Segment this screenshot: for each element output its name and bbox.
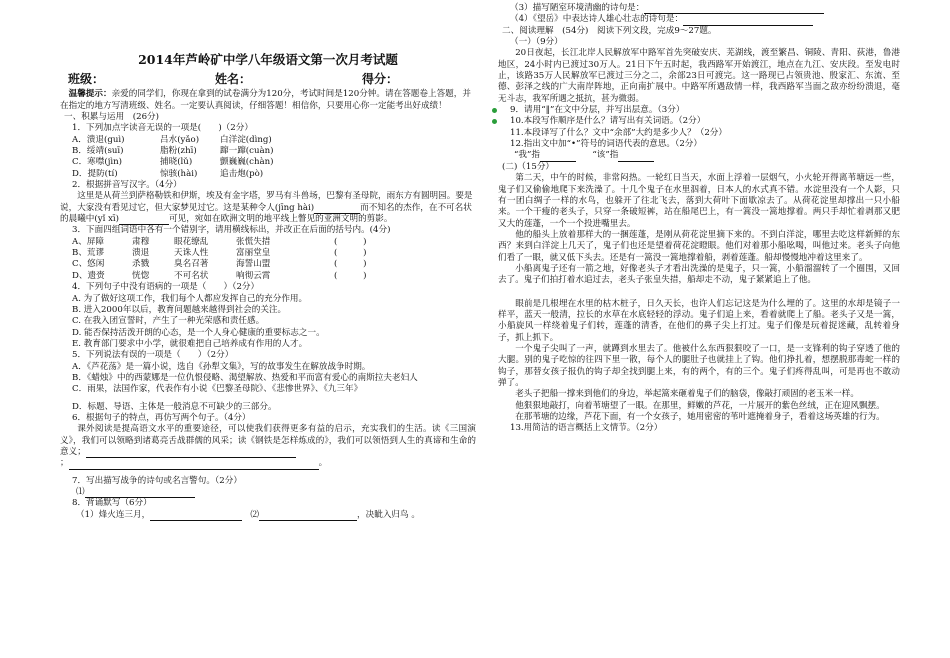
question-12-answers: “我”指 “该”指 (498, 150, 900, 161)
answer-blank[interactable] (86, 448, 296, 458)
score-label: 得分： (361, 71, 398, 86)
answer-blank[interactable] (85, 488, 195, 498)
question-2: 2．根据拼音写汉字。（4分） (72, 180, 182, 191)
question-11: 11.本段译写了什么？文中“余部”大约是多少人？（2分） (510, 127, 727, 138)
passage-1: 20日夜起，长江北岸人民解放军中路军首先突破安庆、芜湖线，渡至繁昌、铜陵、青阳、荻港，鲁港地区，24小时内已渡过30万人。21日下午五时起，我西路军开始渡江，地点在九江、安庆段。至发电时止，该路35万人民解放军已渡过三分之二，余部23日可渡完。这一路现已占领贵池、殷家汇、东流、至德、彭泽之线的广大南岸阵地，正向南扩展中。中路军所遇敌情一样，我西路军当面之敌亦纷纷溃退，毫无斗志，我军所遇之抵抗，甚为微弱。 (498, 48, 900, 104)
bullet-dot-icon (492, 119, 497, 124)
question-4: 4．下列句子中没有语病的一项是（ ）（2分） (72, 282, 260, 293)
answer-blank[interactable] (69, 460, 319, 470)
q3-row-b: B、荒谬 溃退 天诛人性 富丽堂皇 ( ) (72, 248, 367, 259)
q5-option-d: D．标题、导语、主体是一般消息不可缺少的三部分。 (72, 401, 277, 412)
q3-row-d: D、遗赍 恍惚 不可名状 响彻云霄 ( ) (72, 270, 367, 281)
passage-2-para-6: 老头子把船一撑来到他们的身边，举起篙来砸着鬼子们的脑袋，像敲打顽固的老玉米一样。 (515, 389, 859, 400)
question-8-line: （1）烽火连三月， ⑵ ，决眦入归鸟 。 (76, 509, 420, 520)
question-13: 13.用简洁的语言概括上文情节。（2分） (510, 423, 663, 434)
question-6-line2: ； 。 (60, 458, 328, 469)
section-1-heading: 一、积累与运用 (26分) (64, 112, 159, 123)
question-1: 1．下列加点字读音无误的一项是( )（2分） (72, 123, 253, 134)
answer-blank[interactable] (683, 16, 813, 26)
question-3-rows (60, 237, 476, 282)
question-5-options (60, 362, 476, 413)
question-12: 12.指出文中加“•”符号的词语代表的意思。（2分） (510, 139, 702, 150)
q4-option-c: C. 在我入团宣誓时，产生了一种光荣感和责任感。 (72, 316, 265, 327)
passage-2-para-7: 他狠狠地敲打，向着苇塘望了一眼。在那里，鲜嫩的芦花，一片展开的紫色丝绒，正在迎风飘摆。 (515, 400, 885, 411)
part-1-heading: （一）（9分） (510, 37, 563, 48)
tip-label: 温馨提示： (68, 89, 112, 100)
passage-2-para-3: 小船离鬼子还有一箭之地，好像老头子才看出洗澡的是鬼子，只一篙，小船溜溜转了一个圈围，又回去了。鬼子们拍打着水追过去，老头子张皇失措，船却走不动，鬼子紧紧追上了他。 (498, 263, 900, 286)
question-10: 10.本段写作顺序是什么？请写出有关词语。（2分） (498, 116, 900, 127)
passage-2-para-8: 在那苇塘的边缘，芦花下面，有一个女孩子，她用密密的苇叶遮掩着身子，看着这场英雄的行为。 (515, 412, 885, 423)
answer-blank[interactable] (618, 152, 654, 162)
q5-option-c: C．雨果，法国作家，代表作有小说《巴黎圣母院》、《悲惨世界》、《九三年》 (72, 384, 363, 395)
warm-tip (60, 89, 476, 112)
q4-option-d: D. 能否保持活泼开朗的心态，是一个人身心健康的重要标志之一。 (72, 327, 325, 338)
answer-blank[interactable] (150, 511, 242, 521)
q1-option-a: A．溃退(guì) 吕水(yǎo) 白洋淀(dìng) (72, 134, 272, 145)
q5-option-a: A．《芦花荡》是一篇小说，选自《孙犁文集》，写的故事发生在解放战争时期。 (72, 361, 371, 372)
question-3: 3．下面四组词语中各有一个错别字，请用横线标出，并改正在后面的括号内。(4分) (72, 225, 391, 236)
question-2-text: 这里是从荷兰到萨格勒铁和伊斯，埃及有金字塔，罗马有斗兽场，巴黎有圣母院，雨东方有圆明园。要是说，大家没有看见过它，但大家梦见过它。这是某种令人(jīng hài) 而不知名的杰作，在不可名状的晨曦中(yǐ xī) 可见，宛如在欧洲文明的地平线上瞥见的亚洲文明的剪影。 (60, 191, 473, 225)
question-1-options (60, 135, 476, 180)
name-label: 姓名： (214, 71, 251, 86)
right-column (498, 3, 900, 435)
section-2-heading: 二、阅读理解 (54分) 阅读下列文段，完成9～27题。 (502, 25, 717, 36)
q1-option-b: B．绥靖(suī) 脂粉(zhī) 蹿一蹿(cuàn) (72, 146, 274, 157)
q5-option-b: B．《蜡烛》中的西蒙娜是一位仇恨侵略、渴望解放、热爱和平而富有爱心的南斯拉夫老妇人 (72, 372, 418, 383)
q3-row-c: C、悠闲 杀戮 臭名召著 海誓山盟 ( ) (72, 259, 367, 270)
passage-2-para-5: 一个鬼子尖叫了一声，就蹲到水里去了。他被什么东西狠狠咬了一口，是一支锋利的钩子穿透了他的大腿。别的鬼子吃惊的往四下里一散，每个人的腿肚子也就挂上了钩。他们挣扎着，想摆脱那毒蛇一样的钩子，那替女孩子报仇的钩子却全找到腿上来，有的两个，有的三个。鬼子们疼得乱叫，可是再也不敢动弹了。 (498, 343, 900, 388)
student-info-row (60, 72, 476, 88)
question-7-line: ⑴ (60, 487, 476, 498)
answer-blank[interactable] (540, 152, 576, 162)
question-6-text: 课外阅读是提高语文水平的重要途径，可以使我们获得更多有益的启示，充实我们的生活。读《三国演义》，我们可以领略到诸葛亮舌战群儒的风采；读《钢铁是怎样炼成的》，我们可以领悟到人生的真谛和生命的意义； (60, 424, 476, 457)
question-9: 9．请用“‖”在文中分层，并写出层意。（3分） (498, 105, 900, 116)
q4-option-e: E. 教育部门要求中小学，就很难把自己培养成有作用的人才。 (72, 338, 308, 349)
question-6: 6．根据句子的特点，再仿写两个句子。（4分） (72, 412, 251, 423)
answer-blank[interactable] (119, 215, 169, 225)
passage-2-para-2: 他的船头上放着那样大的一捆莲蓬，是刚从荷花淀里摘下来的。不到白洋淀，哪里去吃这样新鲜的东西？来到白洋淀上几天了，鬼子们也还是望着荷花淀瞪眼。他们对着那小船吆喝，叫他过来。老头子向他们看了一眼，就又低下头去。还是有一篙没一篙地撑着船，剥着莲蓬。船却慢慢地冲着这里来了。 (498, 229, 900, 263)
question-4-options (60, 294, 476, 351)
q1-option-d: D．提防(tí) 惊骇(hài) 追击炮(pò) (72, 168, 264, 179)
q4-option-b: B. 进入2000年以后，教育问题越来越得到社会的关注。 (72, 304, 287, 315)
q3-row-a: A、屏障 肃穆 眼花缭乱 张慌失措 ( ) (72, 236, 367, 247)
part-2-heading: (二)（15分） (502, 161, 555, 172)
q4-option-a: A. 为了做好这项工作，我们每个人都应发挥自己的充分作用。 (72, 293, 308, 304)
class-label: 班级： (68, 71, 105, 86)
answer-blank[interactable] (644, 4, 824, 14)
tip-text: 亲爱的同学们，你现在拿到的试卷满分为120分，考试时间是120分钟。请在答题卷上答题，并在指定的地方写清班级、姓名。一定要认真阅读，仔细答题！相信你，只要用心你一定能考出好成绩！ (60, 89, 471, 111)
passage-2-para-4: 眼前是几根埋在水里的枯木桩子，日久天长，也许人们忘记这是为什么埋的了。这里的水却是镜子一样平，蓝天一般清，拉长的水草在水底轻轻的浮动。鬼子们追上来，看着就爬上了船。老头子又是一篙，小船旋风一样绕着鬼子们转，莲蓬的清香，在他们的鼻子尖上打过。鬼子们像是玩着捉迷藏，乱转着身子，抓上抓下。 (498, 298, 900, 343)
exam-title: 2014年芦岭矿中学八年级语文第一次月考试题 (138, 52, 398, 67)
question-7: 7．写出描写战争的诗句或名言警句。（2分） (72, 475, 242, 486)
q1-option-c: C．寒噤(jìn) 捕晓(lǔ) 颤巍巍(chàn) (72, 157, 274, 168)
question-8: 8．背诵默写（6分） (72, 498, 152, 509)
bullet-dot-icon (492, 108, 497, 113)
question-8-3: （3）描写陋室环境清幽的诗句是： (498, 3, 900, 14)
question-8-4: （4）《望岳》中表达诗人雄心壮志的诗句是： (498, 14, 900, 25)
answer-blank[interactable] (314, 204, 360, 214)
answer-blank[interactable] (259, 511, 357, 521)
passage-2-para-1: 第二天，中午的时候，非常闷热。一轮红日当天，水面上浮着一层烟气，小火轮开得离苇塘远一些，鬼子们又偷偷地爬下来洗澡了。十几个鬼子在水里泅着，日本人的水式真不错。水淀里没有一个人影，只有一团白绸子一样的水鸟，也躲开了往北飞去，落到大荷叶下面歇凉去了。从荷花淀里却撑出一只小船来。一个干瘦的老头子，只穿一条破短裤，站在船尾巴上，有一篙没一篙地撑着。两只手却忙着剥那又肥又大的莲蓬，一个一个投进嘴里去。 (498, 173, 900, 229)
question-5: 5．下列说法有误的一项是（ ）（2分） (72, 350, 234, 361)
left-column (60, 52, 476, 521)
